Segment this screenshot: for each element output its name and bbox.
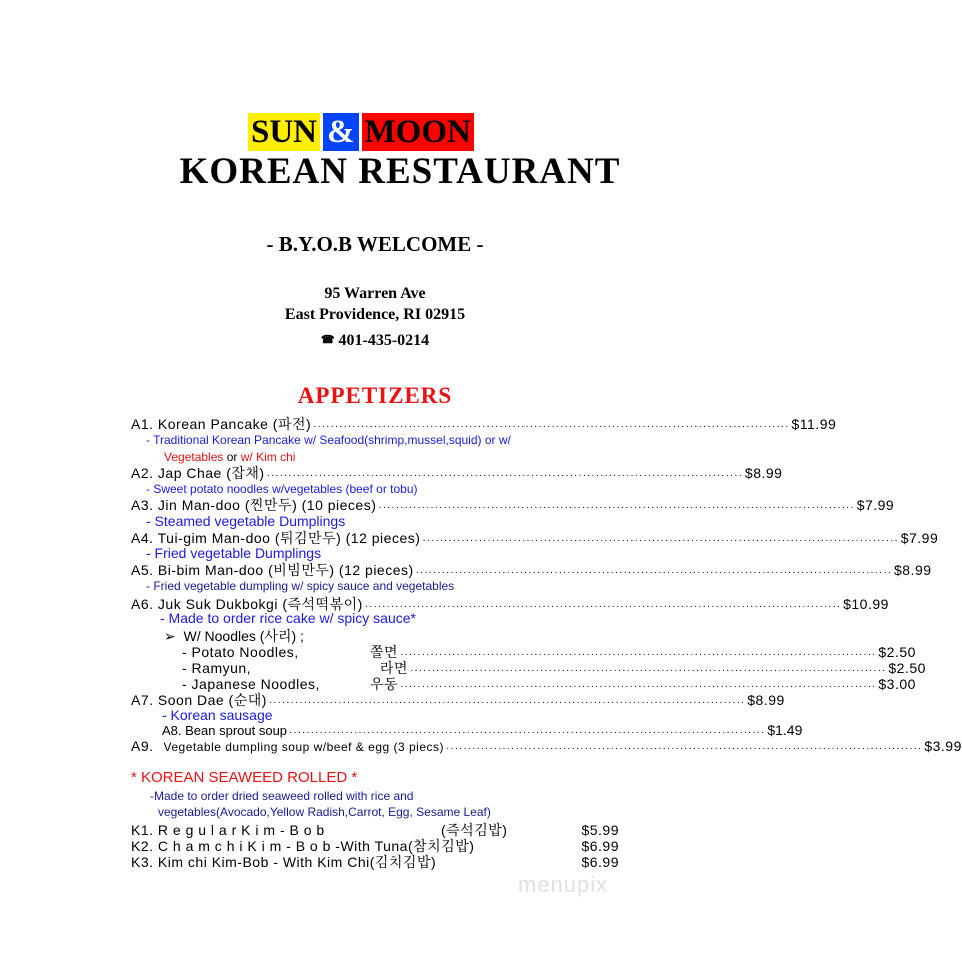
menu-item-k3: [131, 852, 619, 872]
item-description: - Fried vegetable dumpling w/ spicy sauce and vegetables: [146, 579, 455, 593]
byob-banner: - B.Y.O.B WELCOME -: [266, 232, 484, 256]
restaurant-logo: [248, 113, 474, 151]
item-name: K1. R e g u l a r K i m - B o b: [131, 822, 325, 838]
item-name: A2. Jap Chae (잡채): [131, 465, 265, 481]
arrow-bullet-icon: ➢: [164, 628, 176, 644]
item-price: $5.99: [581, 822, 619, 838]
item-description: - Traditional Korean Pancake w/ Seafood(shrimp,mussel,squid) or w/: [146, 433, 511, 447]
item-name: A4. Tui-gim Man-doo (튀김만두) (12 pieces): [131, 530, 421, 546]
item-price: $8.99: [744, 465, 783, 481]
item-price: $7.99: [856, 497, 895, 513]
option-price: $2.50: [888, 660, 926, 676]
address-street: 95 Warren Ave: [324, 285, 426, 302]
leader-dots: ··············································································································: [289, 727, 766, 738]
menu-item-a3: [131, 495, 895, 515]
item-price: $10.99: [843, 596, 889, 612]
item-description: - Made to order rice cake w/ spicy sauce*: [160, 610, 416, 626]
item-name: A6. Juk Suk Dukbokgi (즉석떡볶이): [131, 596, 363, 612]
address-city: East Providence, RI 02915: [284, 306, 466, 323]
leader-dots: ··············································································································: [422, 535, 899, 546]
option-price: $3.00: [878, 676, 916, 692]
leader-dots: ··············································································································: [313, 421, 790, 432]
item-description: - Sweet potato noodles w/vegetables (beef or tobu): [146, 482, 418, 496]
item-name: A8. Bean sprout soup: [162, 723, 288, 738]
item-price: $8.99: [747, 692, 785, 708]
item-name: A7. Soon Dae (순대): [131, 692, 267, 708]
brand-ampersand: &: [323, 113, 359, 151]
seaweed-description-2: vegetables(Avocado,Yellow Radish,Carrot, Egg, Sesame Leaf): [158, 805, 491, 819]
menu-item-a8: [162, 722, 803, 738]
item-korean: (참치김밥): [407, 838, 475, 854]
phone-line: [0, 332, 750, 350]
item-description: - Korean sausage: [162, 707, 273, 723]
item-price: $6.99: [581, 838, 619, 854]
item-price: $7.99: [900, 530, 939, 546]
seaweed-section-title: * KOREAN SEAWEED ROLLED *: [131, 769, 358, 786]
item-description: - Steamed vegetable Dumplings: [146, 513, 346, 529]
option-name: - Japanese Noodles,: [182, 676, 320, 692]
item-description-2: Vegetables or w/ Kim chi: [164, 450, 296, 464]
item-name: K3. Kim chi Kim-Bob - With Kim Chi: [131, 854, 370, 870]
noodles-addon-label: ➢ W/ Noodles (사리) ;: [164, 628, 304, 644]
appetizers-title: APPETIZERS: [297, 383, 453, 408]
leader-dots: ··············································································································: [415, 567, 892, 578]
restaurant-subtitle: KOREAN RESTAURANT: [179, 151, 621, 192]
menu-item-a5: [131, 560, 932, 580]
item-price: $3.99: [924, 738, 962, 754]
leader-dots: ··············································································································: [410, 665, 887, 676]
item-price: $8.99: [893, 562, 932, 578]
leader-dots: ··············································································································: [400, 649, 877, 660]
leader-dots: ··············································································································: [268, 697, 746, 708]
menu-item-a2: [131, 463, 783, 483]
item-name: A3. Jin Man-doo (찐만두) (10 pieces): [131, 497, 377, 513]
item-name: Vegetable dumpling soup w/beef & egg (3 piecs): [163, 740, 445, 754]
phone-icon: ☎: [320, 334, 335, 346]
item-name: A5. Bi-bim Man-doo (비빔만두) (12 pieces): [131, 562, 414, 578]
leader-dots: ··············································································································: [400, 681, 877, 692]
option-korean: 쫄면: [370, 644, 399, 660]
item-name: A1. Korean Pancake (파전): [131, 416, 312, 432]
item-name: K2. C h a m c h i K i m - B o b -With Tuna: [131, 838, 408, 854]
seaweed-description-1: -Made to order dried seaweed rolled with rice and: [150, 789, 414, 803]
item-price: $1.49: [767, 722, 803, 738]
item-korean: (즉석김밥): [441, 822, 508, 838]
item-price: $11.99: [791, 416, 837, 432]
option-price: $2.50: [878, 644, 916, 660]
item-code: A9.: [131, 738, 154, 754]
item-price: $6.99: [581, 854, 619, 870]
option-korean: 우동: [370, 676, 399, 692]
phone-number: 401-435-0214: [338, 332, 430, 349]
leader-dots: ··············································································································: [364, 601, 842, 612]
menu-item-a1: [131, 414, 837, 434]
leader-dots: ··············································································································: [378, 502, 855, 513]
menu-item-a9: [131, 738, 962, 754]
option-korean: 라면: [380, 660, 409, 676]
leader-dots: ··············································································································: [266, 470, 743, 481]
item-description: - Fried vegetable Dumplings: [146, 545, 322, 561]
item-korean: (김치김밥): [369, 854, 437, 870]
menupix-watermark: menupix: [518, 872, 609, 897]
brand-sun: SUN: [248, 113, 320, 151]
brand-moon: MOON: [362, 113, 474, 151]
option-name: - Ramyun,: [182, 660, 252, 676]
leader-dots: ··············································································································: [446, 743, 923, 754]
option-name: - Potato Noodles,: [182, 644, 299, 660]
